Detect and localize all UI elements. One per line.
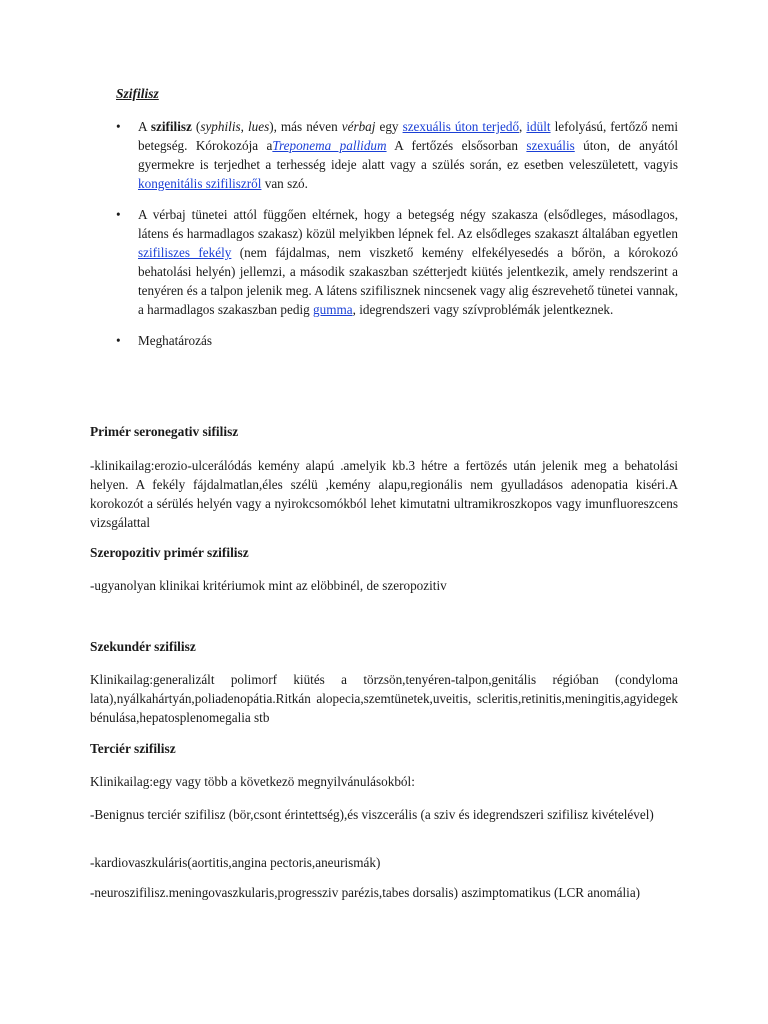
link-congenital-syphilis[interactable]: kongenitális szifiliszről <box>138 176 262 191</box>
link-sexually-transmitted[interactable]: szexuális úton terjedő <box>402 119 520 134</box>
bold-term: szifilisz <box>150 119 192 134</box>
intro-bullet-list <box>116 117 678 362</box>
heading-secondary: Szekundér szifilisz <box>90 639 196 654</box>
heading-seropositive-primary: Szeropozitiv primér szifilisz <box>90 545 249 560</box>
paragraph-primary-seronegative: -klinikailag:erozio-ulcerálódás kemény alapú .amelyik kb.3 hétre a fertözés után jelenik meg a behatolási helyen. A fekély fájdalmatlan,éles szélü ,kemény alapu,regionális nem gyulladásos adenopatia kiséri.A korokozót a sérülés helyén vagy a nyirokcsomókból lehet kimutatni ultramikroszkopos vagy imunfluoreszcens vizsgálattal <box>90 458 678 530</box>
link-chronic[interactable]: idült <box>526 119 551 134</box>
paragraph-tertiary-item: -Benignus terciér szifilisz (bör,csont érintettség),és viszcerális (a sziv és idegrendszeri szifilisz kivételével) <box>90 807 654 822</box>
paragraph-tertiary-intro: Klinikailag:egy vagy több a következö megnyilvánulásokból: <box>90 774 415 789</box>
list-item: • Meghatározás <box>116 331 678 350</box>
heading-tertiary: Terciér szifilisz <box>90 741 176 756</box>
list-item: • A szifilisz (syphilis, lues), más néven vérbaj egy szexuális úton terjedő, idült lefolyású, fertőző nemi betegség. Kórokozója aTreponema pallidum A fertőzés elsősorban szexuális úton, de anyától gyermekre is terjedhet a terhesség ideje alatt vagy a szülés során, ez esetben veleszületett, vagyis kongenitális szifiliszről van szó. <box>116 117 678 193</box>
heading-primary-seronegative: Primér seronegativ sifilisz <box>90 424 239 439</box>
list-item: • A vérbaj tünetei attól függően eltérnek, hogy a betegség négy szakasza (elsődleges, másodlagos, látens és harmadlagos szakasz) közül melyikben lépnek fel. Az elsődleges szakaszt általában egyetlen szifiliszes fekély (nem fájdalmas, nem viszkető kemény elfekélyesedés a bőrön, a kórokozó behatolási helyén) jellemzi, a második szakaszban szétterjedt kiütés jelentkezik, amely rendszerint a tenyéren és a talpon jelenik meg. A látens szifilisznek nincsenek vagy alig észrevehető tünetei vannak, a harmadlagos szakaszban pedig gumma, idegrendszeri vagy szívproblémák jelentkeznek. <box>116 205 678 319</box>
link-treponema-pallidum[interactable]: Treponema pallidum <box>272 138 387 153</box>
link-gumma[interactable]: gumma <box>313 302 353 317</box>
paragraph-secondary: Klinikailag:generalizált polimorf kiütés a törzsön,tenyéren-talpon,genitális régióban (condyloma lata),nyálkahártyán,poliadenopátia.Ritkán alopecia,szemtünetek,uveitis, scleritis,retinitis,meningitis,agyidegek bénulása,hepatosplenomegalia stb <box>90 672 678 725</box>
link-syphilitic-ulcer[interactable]: szifiliszes fekély <box>138 245 232 260</box>
document-title: Szifilisz <box>116 86 159 101</box>
paragraph-tertiary-item: -neuroszifilisz.meningovaszkularis,progressziv parézis,tabes dorsalis) aszimptomatikus (LCR anomália) <box>90 885 641 900</box>
paragraph-tertiary-item: -kardiovaszkuláris(aortitis,angina pectoris,aneurismák) <box>90 855 381 870</box>
paragraph-seropositive-primary: -ugyanolyan klinikai kritériumok mint az elöbbinél, de szeropozitiv <box>90 578 447 593</box>
link-sexual[interactable]: szexuális <box>526 138 575 153</box>
